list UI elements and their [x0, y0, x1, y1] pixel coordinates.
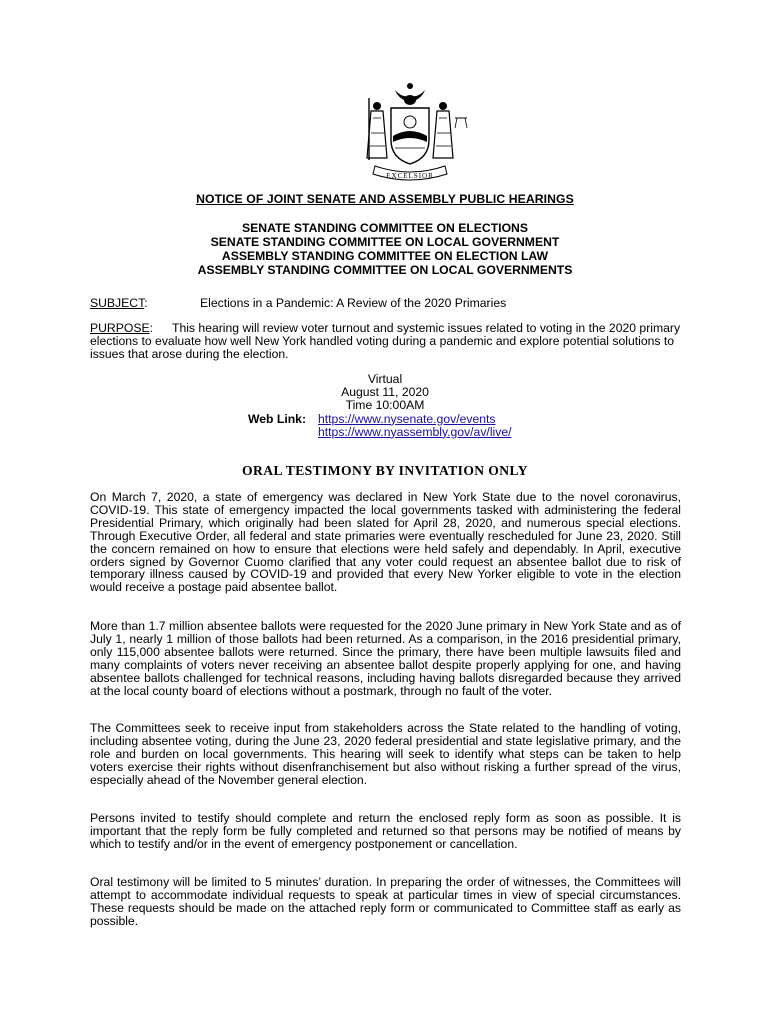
new-york-state-seal: [335, 78, 485, 188]
event-date: August 11, 2020: [341, 385, 429, 400]
committee-list: [90, 221, 680, 277]
purpose-text: This hearing will review voter turnout and systemic issues related to voting in the 2020 primary elections to evaluate how well New York handled voting during a pandemic and explore potential solutions to issues that arose during the election.: [90, 321, 681, 362]
web-links: [200, 413, 570, 439]
event-location: Virtual: [367, 372, 403, 386]
committee-item: SENATE STANDING COMMITTEE ON LOCAL GOVERNMENT: [210, 235, 560, 250]
body-paragraph: On March 7, 2020, a state of emergency was declared in New York State due to the novel coronavirus, COVID-19. This state of emergency impacted the local governments tasked with administering the federal Presidential Primary, which originally had been slated for April 28, 2020, and numerous special elections. Through Executive Order, all federal and state primaries were eventually rescheduled for June 23, 2020. Still the concern remained on how to ensure that elections were held safely and dependably. In April, executive orders signed by Governor Cuomo clarified that any voter could request an absentee ballot due to risk of temporary illness caused by COVID-19 and provided that every New Yorker eligible to vote in the election would receive a postage paid absentee ballot.: [90, 490, 681, 595]
subject-value: Elections in a Pandemic: A Review of the 2020 Primaries: [200, 296, 507, 310]
senate-events-link[interactable]: https://www.nysenate.gov/events: [318, 411, 496, 426]
notice-title: NOTICE OF JOINT SENATE AND ASSEMBLY PUBLIC HEARINGS: [196, 192, 574, 206]
body-paragraph: The Committees seek to receive input from stakeholders across the State related to the handling of voting, including absentee voting, during the June 23, 2020 federal presidential and state legislative primary, and the role and burden on local governments. This hearing will seek to identify what steps can be taken to help voters exercise their rights without disenfranchisement but also without risking a further spread of the virus, especially ahead of the November general election.: [90, 721, 681, 787]
subject-label: SUBJECT: [90, 296, 145, 310]
purpose-block: [90, 322, 685, 362]
body-paragraph: Oral testimony will be limited to 5 minutes’ duration. In preparing the order of witnesses, the Committees will attempt to accommodate individual requests to speak at particular times in view of special circumstances. These requests should be made on the attached reply form or communicated to Committee staff as early as possible.: [90, 875, 681, 928]
event-details: [200, 373, 570, 439]
committee-item: ASSEMBLY STANDING COMMITTEE ON ELECTION LAW: [221, 249, 549, 264]
subject-colon: :: [144, 296, 148, 310]
purpose-colon: :: [149, 321, 153, 335]
purpose-label: PURPOSE: [90, 321, 150, 335]
web-link-label: Web Link:: [248, 411, 307, 426]
assembly-live-link[interactable]: https://www.nyassembly.gov/av/live/: [318, 424, 512, 439]
body-paragraph: More than 1.7 million absentee ballots were requested for the 2020 June primary in New York State and as of July 1, nearly 1 million of those ballots had been returned. As a comparison, in the 2016 presidential primary, only 115,000 absentee ballots were returned. Since the primary, there have been multiple lawsuits filed and many complaints of voters never receiving an absentee ballot despite properly applying for one, and having absentee ballots challenged for technical reasons, including having ballots disregarded because they arrived at the local county board of elections without a postmark, through no fault of the voter.: [90, 619, 681, 698]
body-paragraph: Persons invited to testify should complete and return the enclosed reply form as soon as possible. It is important that the reply form be fully completed and returned so that persons may be notified of means by which to testify and/or in the event of emergency postponement or cancellation.: [90, 811, 681, 851]
seal-motto: EXCELSIOR: [386, 172, 434, 180]
committee-item: ASSEMBLY STANDING COMMITTEE ON LOCAL GOVERNMENTS: [197, 263, 573, 278]
committee-item: SENATE STANDING COMMITTEE ON ELECTIONS: [242, 221, 528, 235]
subject-line: [90, 296, 690, 310]
oral-testimony-heading: ORAL TESTIMONY BY INVITATION ONLY: [242, 463, 528, 478]
event-time: Time 10:00AM: [345, 398, 425, 413]
